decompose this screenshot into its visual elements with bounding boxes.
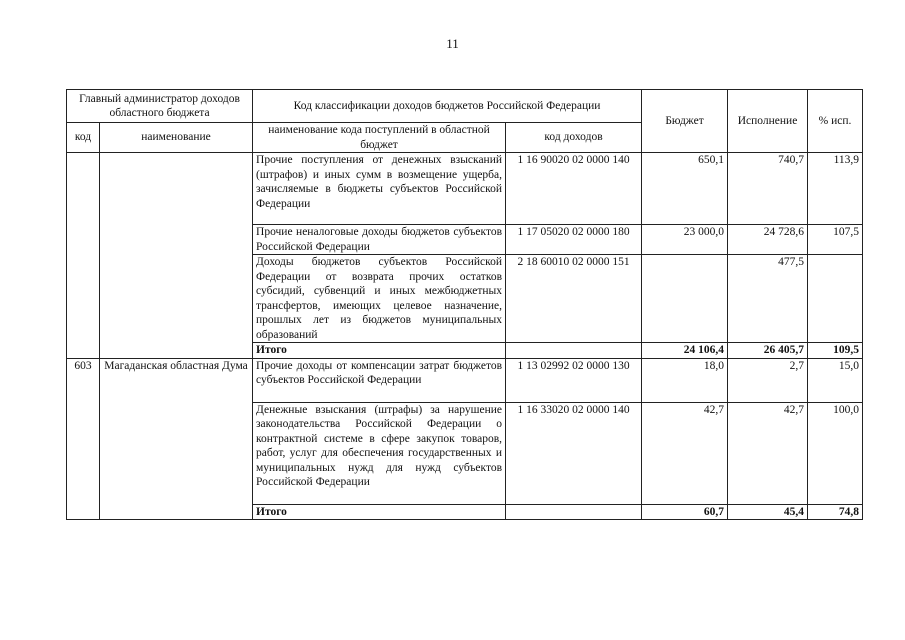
income-code-cell: 1 16 90020 02 0000 140 [506,153,642,225]
header-income-name: наименование кода поступлений в областной бюджет [253,123,506,153]
execution-cell: 42,7 [728,402,808,504]
admin-code-cell [67,153,100,359]
execution-cell: 24 728,6 [728,225,808,255]
income-code-cell: 2 18 60010 02 0000 151 [506,255,642,343]
table-row [67,153,863,225]
income-name-cell: Прочие доходы от компенсации затрат бюджетов субъектов Российской Федерации [253,358,506,402]
percent-cell: 107,5 [808,225,863,255]
total-code-cell [506,343,642,359]
admin-name-cell [100,153,253,359]
header-percent: % исп. [808,90,863,153]
budget-cell: 23 000,0 [642,225,728,255]
budget-cell [642,255,728,343]
income-code-cell: 1 17 05020 02 0000 180 [506,225,642,255]
header-classification-group: Код классификации доходов бюджетов Российской Федерации [253,90,642,123]
total-budget-cell: 24 106,4 [642,343,728,359]
execution-cell: 477,5 [728,255,808,343]
admin-code-cell: 603 [67,358,100,520]
percent-cell: 15,0 [808,358,863,402]
page-number: 11 [446,36,459,51]
total-budget-cell: 60,7 [642,504,728,520]
income-code-cell: 1 13 02992 02 0000 130 [506,358,642,402]
budget-cell: 18,0 [642,358,728,402]
budget-cell: 42,7 [642,402,728,504]
header-income-code: код доходов [506,123,642,153]
percent-cell [808,255,863,343]
budget-cell: 650,1 [642,153,728,225]
revenue-table [66,89,863,520]
header-execution: Исполнение [728,90,808,153]
execution-cell: 2,7 [728,358,808,402]
header-name: наименование [100,123,253,153]
income-code-cell: 1 16 33020 02 0000 140 [506,402,642,504]
income-name-cell: Прочие неналоговые доходы бюджетов субъектов Российской Федерации [253,225,506,255]
header-code: код [67,123,100,153]
total-execution-cell: 45,4 [728,504,808,520]
percent-cell: 100,0 [808,402,863,504]
total-label: Итого [253,343,506,359]
header-budget: Бюджет [642,90,728,153]
table-row [67,358,863,402]
execution-cell: 740,7 [728,153,808,225]
admin-name-cell: Магаданская областная Дума [100,358,253,520]
income-name-cell: Денежные взыскания (штрафы) за нарушение законодательства Российской Федерации о контрактной системе в сфере закупок товаров, работ, услуг для обеспечения государственных и муниципальных нужд для нужд субъектов Российской Федерации [253,402,506,504]
income-name-cell: Доходы бюджетов субъектов Российской Федерации от возврата прочих остатков субсидий, субвенций и иных межбюджетных трансфертов, имеющих целевое назначение, прошлых лет из бюджетов муниципальных образований [253,255,506,343]
total-percent-cell: 109,5 [808,343,863,359]
total-label: Итого [253,504,506,520]
header-admin-group: Главный администратор доходов областного бюджета [67,90,253,123]
total-percent-cell: 74,8 [808,504,863,520]
total-code-cell [506,504,642,520]
income-name-cell: Прочие поступления от денежных взысканий (штрафов) и иных сумм в возмещение ущерба, зачисляемые в бюджеты субъектов Российской Федерации [253,153,506,225]
percent-cell: 113,9 [808,153,863,225]
total-execution-cell: 26 405,7 [728,343,808,359]
